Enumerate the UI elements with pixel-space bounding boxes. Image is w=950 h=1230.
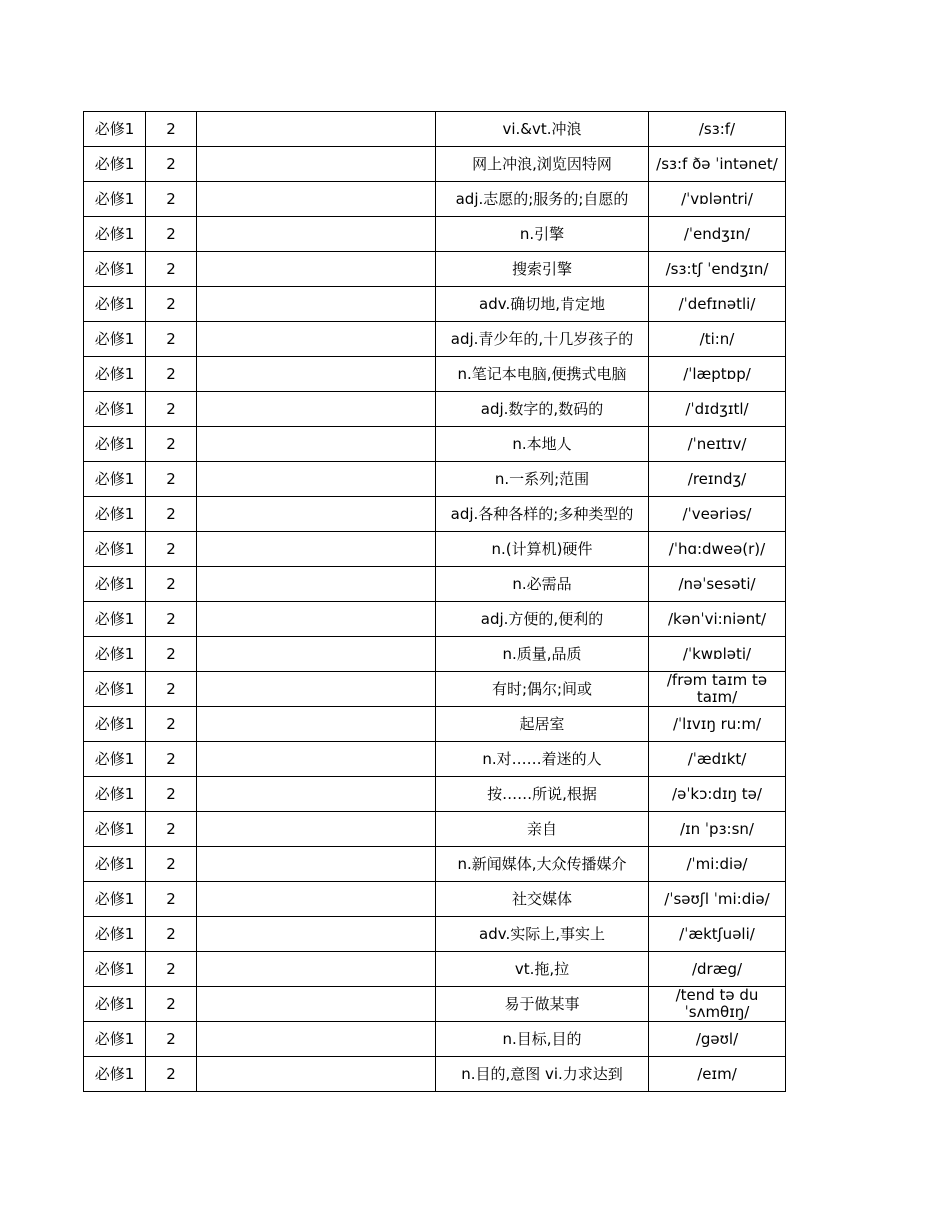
book-cell: 必修1 xyxy=(84,1022,146,1057)
word-cell xyxy=(197,252,436,287)
word-cell xyxy=(197,112,436,147)
phonetic-cell: /tend tə du ˈsʌmθɪŋ/ xyxy=(649,987,786,1022)
meaning-cell: 起居室 xyxy=(436,707,649,742)
word-cell xyxy=(197,1057,436,1092)
phonetic-cell: /ˈæktʃuəli/ xyxy=(649,917,786,952)
meaning-cell: 易于做某事 xyxy=(436,987,649,1022)
phonetic-cell: /ˈveəriəs/ xyxy=(649,497,786,532)
table-row xyxy=(84,952,786,987)
phonetic-cell: /sɜ:f ðə ˈintənet/ xyxy=(649,147,786,182)
unit-cell: 2 xyxy=(146,427,197,462)
word-cell xyxy=(197,707,436,742)
book-cell: 必修1 xyxy=(84,812,146,847)
book-cell: 必修1 xyxy=(84,602,146,637)
meaning-cell: 按……所说,根据 xyxy=(436,777,649,812)
meaning-cell: adj.青少年的,十几岁孩子的 xyxy=(436,322,649,357)
unit-cell: 2 xyxy=(146,882,197,917)
meaning-cell: adv.确切地,肯定地 xyxy=(436,287,649,322)
unit-cell: 2 xyxy=(146,147,197,182)
table-row xyxy=(84,427,786,462)
word-cell xyxy=(197,602,436,637)
book-cell: 必修1 xyxy=(84,672,146,707)
phonetic-cell: /frəm taɪm tə taɪm/ xyxy=(649,672,786,707)
unit-cell: 2 xyxy=(146,112,197,147)
book-cell: 必修1 xyxy=(84,567,146,602)
book-cell: 必修1 xyxy=(84,707,146,742)
table-row xyxy=(84,217,786,252)
unit-cell: 2 xyxy=(146,847,197,882)
phonetic-cell: /ˈkwɒləti/ xyxy=(649,637,786,672)
table-row xyxy=(84,1057,786,1092)
meaning-cell: n.对……着迷的人 xyxy=(436,742,649,777)
table-row xyxy=(84,882,786,917)
phonetic-cell: /ˈneɪtɪv/ xyxy=(649,427,786,462)
unit-cell: 2 xyxy=(146,287,197,322)
unit-cell: 2 xyxy=(146,392,197,427)
word-cell xyxy=(197,672,436,707)
book-cell: 必修1 xyxy=(84,147,146,182)
vocabulary-table-body xyxy=(84,112,786,1092)
unit-cell: 2 xyxy=(146,917,197,952)
meaning-cell: adj.方便的,便利的 xyxy=(436,602,649,637)
book-cell: 必修1 xyxy=(84,462,146,497)
phonetic-cell: /ˈlɪvɪŋ ru:m/ xyxy=(649,707,786,742)
word-cell xyxy=(197,357,436,392)
unit-cell: 2 xyxy=(146,602,197,637)
meaning-cell: 亲自 xyxy=(436,812,649,847)
unit-cell: 2 xyxy=(146,182,197,217)
word-cell xyxy=(197,392,436,427)
phonetic-cell: /ˈhɑ:dweə(r)/ xyxy=(649,532,786,567)
table-row xyxy=(84,672,786,707)
phonetic-cell: /ɪn ˈpɜ:sn/ xyxy=(649,812,786,847)
unit-cell: 2 xyxy=(146,1022,197,1057)
book-cell: 必修1 xyxy=(84,357,146,392)
book-cell: 必修1 xyxy=(84,427,146,462)
phonetic-cell: /ˈendʒɪn/ xyxy=(649,217,786,252)
meaning-cell: n.笔记本电脑,便携式电脑 xyxy=(436,357,649,392)
table-row xyxy=(84,707,786,742)
phonetic-cell: /ˈædɪkt/ xyxy=(649,742,786,777)
meaning-cell: adj.各种各样的;多种类型的 xyxy=(436,497,649,532)
phonetic-cell: /sɜ:f/ xyxy=(649,112,786,147)
word-cell xyxy=(197,777,436,812)
meaning-cell: adj.志愿的;服务的;自愿的 xyxy=(436,182,649,217)
unit-cell: 2 xyxy=(146,672,197,707)
phonetic-cell: /dræg/ xyxy=(649,952,786,987)
book-cell: 必修1 xyxy=(84,217,146,252)
word-cell xyxy=(197,497,436,532)
phonetic-cell: /nəˈsesəti/ xyxy=(649,567,786,602)
book-cell: 必修1 xyxy=(84,917,146,952)
meaning-cell: adj.数字的,数码的 xyxy=(436,392,649,427)
table-row xyxy=(84,637,786,672)
vocabulary-table xyxy=(83,111,786,1092)
meaning-cell: 网上冲浪,浏览因特网 xyxy=(436,147,649,182)
meaning-cell: n.(计算机)硬件 xyxy=(436,532,649,567)
phonetic-cell: /sɜ:tʃ ˈendʒɪn/ xyxy=(649,252,786,287)
book-cell: 必修1 xyxy=(84,882,146,917)
phonetic-cell: /ˈdefɪnətli/ xyxy=(649,287,786,322)
word-cell xyxy=(197,987,436,1022)
phonetic-cell: /əˈkɔ:dɪŋ tə/ xyxy=(649,777,786,812)
table-row xyxy=(84,112,786,147)
meaning-cell: n.目的,意图 vi.力求达到 xyxy=(436,1057,649,1092)
unit-cell: 2 xyxy=(146,707,197,742)
word-cell xyxy=(197,742,436,777)
meaning-cell: vi.&vt.冲浪 xyxy=(436,112,649,147)
unit-cell: 2 xyxy=(146,987,197,1022)
book-cell: 必修1 xyxy=(84,742,146,777)
book-cell: 必修1 xyxy=(84,952,146,987)
table-row xyxy=(84,987,786,1022)
phonetic-cell: /ˈmi:diə/ xyxy=(649,847,786,882)
book-cell: 必修1 xyxy=(84,637,146,672)
book-cell: 必修1 xyxy=(84,182,146,217)
meaning-cell: n.目标,目的 xyxy=(436,1022,649,1057)
table-row xyxy=(84,812,786,847)
meaning-cell: n.本地人 xyxy=(436,427,649,462)
table-row xyxy=(84,602,786,637)
unit-cell: 2 xyxy=(146,812,197,847)
book-cell: 必修1 xyxy=(84,287,146,322)
phonetic-cell: /reɪndʒ/ xyxy=(649,462,786,497)
book-cell: 必修1 xyxy=(84,987,146,1022)
table-row xyxy=(84,847,786,882)
table-row xyxy=(84,147,786,182)
unit-cell: 2 xyxy=(146,217,197,252)
unit-cell: 2 xyxy=(146,462,197,497)
meaning-cell: 有时;偶尔;间或 xyxy=(436,672,649,707)
phonetic-cell: /gəʊl/ xyxy=(649,1022,786,1057)
table-row xyxy=(84,917,786,952)
word-cell xyxy=(197,217,436,252)
meaning-cell: 搜索引擎 xyxy=(436,252,649,287)
table-row xyxy=(84,497,786,532)
word-cell xyxy=(197,147,436,182)
table-row xyxy=(84,1022,786,1057)
book-cell: 必修1 xyxy=(84,1057,146,1092)
book-cell: 必修1 xyxy=(84,497,146,532)
table-row xyxy=(84,462,786,497)
word-cell xyxy=(197,812,436,847)
book-cell: 必修1 xyxy=(84,532,146,567)
word-cell xyxy=(197,462,436,497)
word-cell xyxy=(197,1022,436,1057)
phonetic-cell: /ti:n/ xyxy=(649,322,786,357)
meaning-cell: n.质量,品质 xyxy=(436,637,649,672)
word-cell xyxy=(197,532,436,567)
word-cell xyxy=(197,182,436,217)
table-row xyxy=(84,532,786,567)
phonetic-cell: /ˈdɪdʒɪtl/ xyxy=(649,392,786,427)
meaning-cell: adv.实际上,事实上 xyxy=(436,917,649,952)
phonetic-cell: /kənˈvi:niənt/ xyxy=(649,602,786,637)
unit-cell: 2 xyxy=(146,322,197,357)
unit-cell: 2 xyxy=(146,952,197,987)
book-cell: 必修1 xyxy=(84,112,146,147)
phonetic-cell: /eɪm/ xyxy=(649,1057,786,1092)
meaning-cell: n.引擎 xyxy=(436,217,649,252)
table-row xyxy=(84,567,786,602)
unit-cell: 2 xyxy=(146,532,197,567)
phonetic-cell: /ˈvɒləntri/ xyxy=(649,182,786,217)
phonetic-cell: /ˈlæptɒp/ xyxy=(649,357,786,392)
table-row xyxy=(84,287,786,322)
table-row xyxy=(84,392,786,427)
unit-cell: 2 xyxy=(146,742,197,777)
unit-cell: 2 xyxy=(146,567,197,602)
table-row xyxy=(84,322,786,357)
book-cell: 必修1 xyxy=(84,392,146,427)
table-row xyxy=(84,777,786,812)
meaning-cell: n.新闻媒体,大众传播媒介 xyxy=(436,847,649,882)
table-row xyxy=(84,182,786,217)
meaning-cell: n.一系列;范围 xyxy=(436,462,649,497)
word-cell xyxy=(197,882,436,917)
phonetic-cell: /ˈsəʊʃl ˈmi:diə/ xyxy=(649,882,786,917)
book-cell: 必修1 xyxy=(84,322,146,357)
unit-cell: 2 xyxy=(146,1057,197,1092)
unit-cell: 2 xyxy=(146,357,197,392)
word-cell xyxy=(197,322,436,357)
word-cell xyxy=(197,567,436,602)
word-cell xyxy=(197,917,436,952)
unit-cell: 2 xyxy=(146,252,197,287)
unit-cell: 2 xyxy=(146,497,197,532)
unit-cell: 2 xyxy=(146,637,197,672)
table-row xyxy=(84,742,786,777)
meaning-cell: n.必需品 xyxy=(436,567,649,602)
meaning-cell: vt.拖,拉 xyxy=(436,952,649,987)
table-row xyxy=(84,252,786,287)
word-cell xyxy=(197,287,436,322)
book-cell: 必修1 xyxy=(84,252,146,287)
word-cell xyxy=(197,847,436,882)
word-cell xyxy=(197,427,436,462)
unit-cell: 2 xyxy=(146,777,197,812)
table-row xyxy=(84,357,786,392)
word-cell xyxy=(197,637,436,672)
meaning-cell: 社交媒体 xyxy=(436,882,649,917)
book-cell: 必修1 xyxy=(84,847,146,882)
book-cell: 必修1 xyxy=(84,777,146,812)
word-cell xyxy=(197,952,436,987)
